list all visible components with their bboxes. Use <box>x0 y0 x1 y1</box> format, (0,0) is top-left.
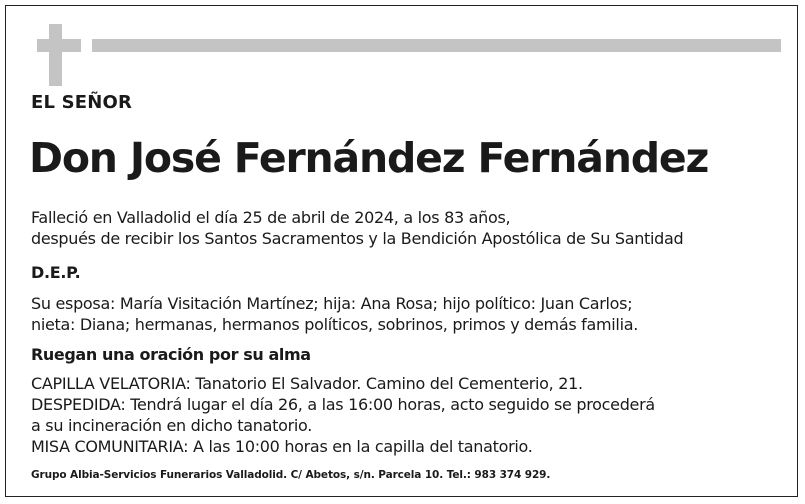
cross-icon <box>49 24 62 86</box>
service-line: CAPILLA VELATORIA: Tanatorio El Salvador. Camino del Cementerio, 21. <box>31 374 583 393</box>
notice-title: EL SEÑOR <box>31 92 133 113</box>
death-paragraph <box>31 207 683 249</box>
service-line: DESPEDIDA: Tendrá lugar el día 26, a las 16:00 horas, acto seguido se procederá <box>31 395 655 414</box>
death-line: después de recibir los Santos Sacramentos y la Bendición Apostólica de Su Santidad <box>31 229 684 248</box>
rip-label: D.E.P. <box>31 263 81 282</box>
service-line: a su incineración en dicho tanatorio. <box>31 416 312 435</box>
family-paragraph <box>31 293 638 335</box>
family-line: Su esposa: María Visitación Martínez; hija: Ana Rosa; hijo político: Juan Carlos; <box>31 294 633 313</box>
cross-icon-bar <box>37 39 81 52</box>
family-line: nieta: Diana; hermanas, hermanos políticos, sobrinos, primos y demás familia. <box>31 315 639 334</box>
service-line: MISA COMUNITARIA: A las 10:00 horas en la capilla del tanatorio. <box>31 437 533 456</box>
service-paragraph <box>31 373 655 457</box>
death-line: Falleció en Valladolid el día 25 de abril de 2024, a los 83 años, <box>31 208 511 227</box>
funeral-home-footer: Grupo Albia-Servicios Funerarios Valladolid. C/ Abetos, s/n. Parcela 10. Tel.: 983 374 929. <box>31 469 551 481</box>
header-rule <box>92 39 781 52</box>
prayer-request: Ruegan una oración por su alma <box>31 345 311 364</box>
deceased-name: Don José Fernández Fernández <box>29 134 709 182</box>
